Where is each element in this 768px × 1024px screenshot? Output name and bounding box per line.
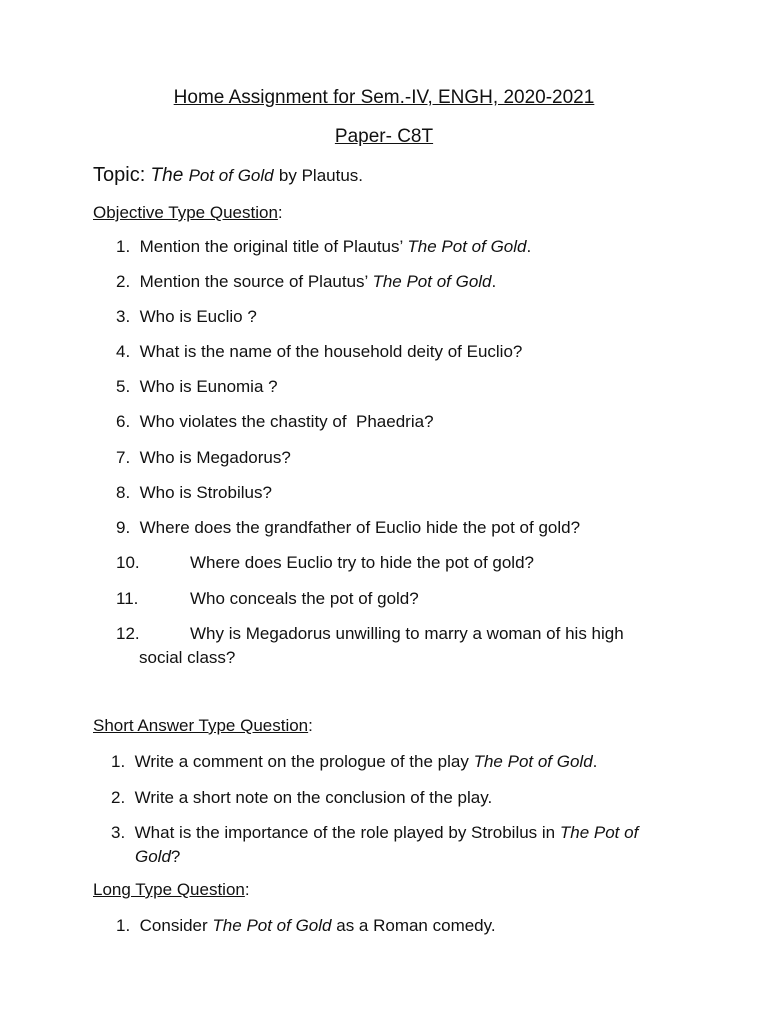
topic-author: by Plautus. (278, 166, 364, 185)
question-number: 11. (116, 589, 139, 608)
question-text: Who is Eunomia ? (139, 377, 278, 396)
long-question-1 (116, 914, 496, 938)
short-question-3 (111, 821, 638, 845)
objective-question-4 (116, 340, 522, 364)
short-question-1 (111, 750, 597, 774)
objective-question-12-cont: social class? (139, 648, 236, 667)
topic-title-the: The (150, 165, 184, 186)
question-number: 10. (116, 553, 140, 572)
question-number: 3. (111, 823, 126, 842)
question-punct: . (491, 272, 497, 291)
question-title-italic: The Pot of Gold (407, 237, 527, 256)
question-text: Consider (139, 916, 208, 935)
question-text-tail: as a Roman comedy. (336, 916, 496, 935)
short-heading-colon: : (308, 716, 313, 735)
question-text: Who conceals the pot of gold? (190, 589, 419, 608)
question-number: 4. (116, 342, 131, 361)
short-question-3-cont (135, 845, 180, 869)
question-punct: . (526, 237, 532, 256)
topic-title-rest: Pot of Gold (188, 166, 274, 185)
question-text: Who is Strobilus? (139, 483, 272, 502)
question-text: Who is Euclio ? (139, 307, 257, 326)
objective-heading-colon: : (277, 203, 283, 222)
topic-line (93, 164, 363, 187)
question-title-italic: Gold (135, 847, 171, 866)
question-text: Write a short note on the conclusion of the play. (134, 788, 493, 807)
long-heading-colon: : (244, 880, 250, 899)
question-number: 1. (111, 752, 126, 771)
question-title-italic: The Pot of Gold (212, 916, 332, 935)
objective-question-2 (116, 270, 496, 294)
question-text: Where does Euclio try to hide the pot of gold? (190, 553, 534, 572)
objective-question-3 (116, 305, 257, 329)
question-number: 8. (116, 483, 131, 502)
question-number: 5. (116, 377, 131, 396)
objective-question-5 (116, 375, 278, 399)
question-text: Mention the original title of Plautus’ (139, 237, 403, 256)
long-heading-text: Long Type Question (93, 880, 245, 899)
question-punct: ? (170, 847, 181, 866)
objective-question-11 (116, 587, 419, 611)
objective-heading-text: Objective Type Question (93, 203, 278, 222)
question-text: Mention the source of Plautus’ (139, 272, 368, 291)
topic-label: Topic: (93, 164, 146, 186)
short-heading (93, 716, 313, 736)
question-number: 6. (116, 412, 131, 431)
question-text: What is the name of the household deity of Euclio? (139, 342, 523, 361)
question-number: 2. (111, 788, 126, 807)
question-text: Where does the grandfather of Euclio hide the pot of gold? (139, 518, 581, 537)
objective-question-9 (116, 516, 580, 540)
question-text: Why is Megadorus unwilling to marry a woman of his high (190, 624, 624, 643)
question-text: Who is Megadorus? (139, 448, 291, 467)
question-title-italic: The Pot of Gold (372, 272, 492, 291)
objective-question-10 (116, 551, 534, 575)
objective-question-7 (116, 446, 291, 470)
question-text: What is the importance of the role played by Strobilus in (134, 823, 556, 842)
objective-question-6 (116, 410, 434, 434)
question-number: 3. (116, 307, 131, 326)
question-number: 9. (116, 518, 131, 537)
question-number: 1. (116, 237, 131, 256)
paper-code: Paper- C8T (334, 126, 434, 147)
question-number: 12. (116, 624, 140, 643)
long-heading (93, 880, 250, 900)
question-text: Who violates the chastity of Phaedria? (139, 412, 434, 431)
question-number: 2. (116, 272, 131, 291)
objective-question-8 (116, 481, 272, 505)
objective-question-1 (116, 235, 531, 259)
question-title-italic: The Pot of (559, 823, 639, 842)
question-title-italic: The Pot of Gold (473, 752, 593, 771)
short-heading-text: Short Answer Type Question (93, 716, 309, 735)
question-text: Write a comment on the prologue of the play (134, 752, 469, 771)
question-number: 7. (116, 448, 131, 467)
assignment-title: Home Assignment for Sem.-IV, ENGH, 2020-2021 (173, 87, 595, 108)
objective-heading (93, 203, 283, 223)
objective-question-12 (116, 622, 676, 646)
question-number: 1. (116, 916, 131, 935)
short-question-2 (111, 786, 492, 810)
question-punct: . (592, 752, 598, 771)
